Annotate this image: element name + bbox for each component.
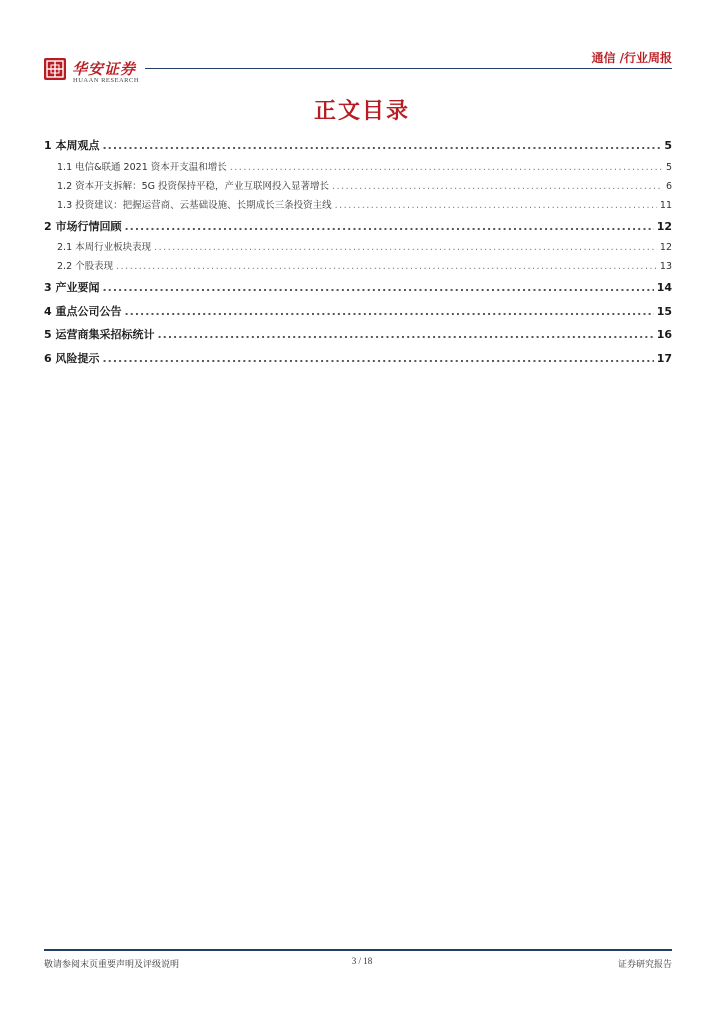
toc-section-entry[interactable] [44,347,672,371]
toc-entry-label: 1.1 电信&联通 2021 资本开支温和增长 [57,161,227,173]
toc-entry-page: 15 [656,304,672,318]
toc-dot-leader [124,300,653,324]
toc-section-entry[interactable] [44,215,672,239]
toc-dot-leader [102,347,653,371]
toc-entry-page: 13 [659,261,672,272]
toc-entry-label: 2.2 个股表现 [57,261,114,272]
toc-dot-leader [116,257,657,276]
toc-section-entry[interactable] [44,276,672,300]
toc-entry-page: 5 [665,161,672,173]
footer-disclaimer: 敬请参阅末页重要声明及评级说明 [44,960,180,970]
toc-subsection-entry[interactable] [44,257,672,276]
footer-doc-type: 证券研究报告 [617,960,672,970]
toc-entry-label: 1.3 投资建议：把握运营商、云基础设施、长期成长三条投资主线 [57,199,332,211]
page-header [0,0,724,90]
toc-subsection-entry[interactable] [44,158,672,177]
toc-entry-page: 14 [656,281,672,294]
toc-dot-leader [154,238,657,257]
header-divider [145,68,672,69]
toc-title: 正文目录 [313,99,410,124]
toc-entry-page: 12 [656,219,672,233]
toc-entry-label: 2 市场行情回顾 [44,219,122,233]
toc-entry-label: 2.1 本周行业板块表现 [57,242,152,253]
toc-entry-label: 4 重点公司公告 [44,304,122,318]
company-name: 华安证券 [72,60,137,78]
page-number: 3 / 18 [351,956,373,966]
toc-entry-page: 17 [656,351,672,365]
toc-section-entry[interactable] [44,323,672,347]
toc-subsection-entry[interactable] [44,238,672,257]
toc-entry-page: 16 [656,328,672,341]
toc-entry-label: 5 运营商集采招标统计 [44,328,155,341]
toc-subsection-entry[interactable] [44,196,672,215]
toc-subsection-entry[interactable] [44,177,672,196]
toc-entry-label: 1.2 资本开支拆解：5G 投资保持平稳，产业互联网投入显著增长 [57,180,330,192]
toc-dot-leader [230,158,663,177]
toc-entry-page: 5 [664,139,672,152]
toc-section-entry[interactable] [44,300,672,324]
report-category: 通信 /行业周报 [591,51,672,65]
toc-entry-page: 11 [659,199,672,211]
toc-dot-leader [332,177,663,196]
toc-dot-leader [335,196,657,215]
toc-entry-page: 12 [659,242,672,253]
toc-dot-leader [124,215,653,239]
toc-dot-leader [157,323,653,347]
company-name-en: HUAAN RESEARCH [73,77,140,84]
toc-entry-label: 1 本周观点 [44,139,100,152]
company-logo-icon [44,58,66,80]
table-of-contents [44,134,672,370]
toc-dot-leader [102,276,653,300]
toc-entry-page: 6 [665,180,672,192]
footer-divider [44,949,672,951]
toc-section-entry[interactable] [44,134,672,158]
toc-entry-label: 6 风险提示 [44,351,100,365]
toc-dot-leader [102,134,661,158]
toc-entry-label: 3 产业要闻 [44,281,100,294]
